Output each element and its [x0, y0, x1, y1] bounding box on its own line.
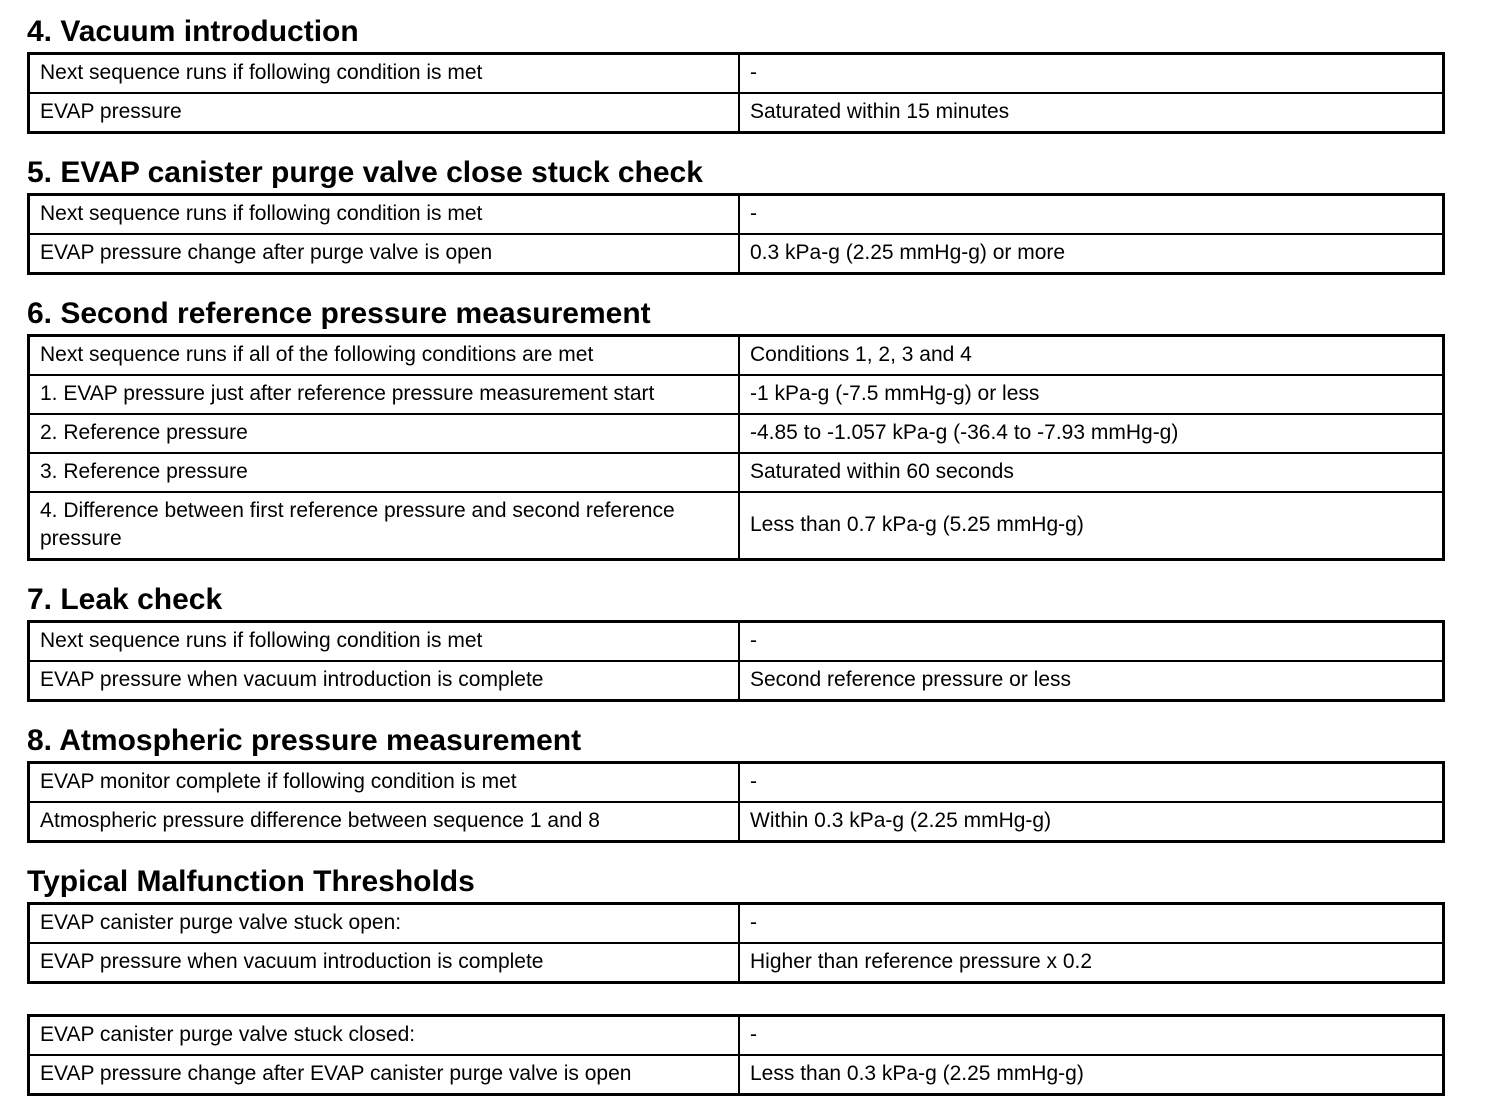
condition-value: -1 kPa-g (-7.5 mmHg-g) or less: [739, 375, 1444, 414]
condition-label: EVAP canister purge valve stuck open:: [29, 904, 740, 944]
section-title-leak-check: 7. Leak check: [27, 583, 223, 616]
spacer: [27, 275, 1445, 296]
condition-value: 0.3 kPa-g (2.25 mmHg-g) or more: [739, 234, 1444, 274]
section-title-second-reference-pressure: 6. Second reference pressure measurement: [27, 297, 651, 330]
table-row: [29, 54, 1444, 94]
spacer: [27, 843, 1445, 864]
condition-label: EVAP pressure change after purge valve is open: [29, 234, 740, 274]
spacer: [27, 984, 1445, 1014]
condition-label: EVAP canister purge valve stuck closed:: [29, 1016, 740, 1056]
table-row: [29, 234, 1444, 274]
condition-value: -: [739, 54, 1444, 94]
table-row: [29, 93, 1444, 133]
condition-value: -: [739, 195, 1444, 235]
table-row: [29, 414, 1444, 453]
condition-label: Next sequence runs if following condition is met: [29, 195, 740, 235]
table-row: [29, 661, 1444, 701]
section-title-malfunction-thresholds: Typical Malfunction Thresholds: [27, 865, 475, 898]
spacer: [27, 134, 1445, 155]
table-second-reference-pressure: [27, 334, 1445, 561]
condition-label: Next sequence runs if following condition is met: [29, 54, 740, 94]
condition-label: EVAP pressure when vacuum introduction is complete: [29, 661, 740, 701]
condition-value: Within 0.3 kPa-g (2.25 mmHg-g): [739, 802, 1444, 842]
condition-value: -: [739, 763, 1444, 803]
table-row: [29, 622, 1444, 662]
table-row: [29, 336, 1444, 376]
table-row: [29, 1055, 1444, 1095]
condition-label: EVAP pressure when vacuum introduction is complete: [29, 943, 740, 983]
section-title-vacuum-introduction: 4. Vacuum introduction: [27, 15, 359, 48]
condition-value: Higher than reference pressure x 0.2: [739, 943, 1444, 983]
table-leak-check: [27, 620, 1445, 702]
section-title-atmospheric-pressure: 8. Atmospheric pressure measurement: [27, 724, 582, 757]
condition-label: Atmospheric pressure difference between sequence 1 and 8: [29, 802, 740, 842]
table-purge-valve-stuck-open: [27, 902, 1445, 984]
condition-value: Less than 0.3 kPa-g (2.25 mmHg-g): [739, 1055, 1444, 1095]
condition-label: Next sequence runs if all of the following conditions are met: [29, 336, 740, 376]
condition-value: Saturated within 15 minutes: [739, 93, 1444, 133]
condition-value: Less than 0.7 kPa-g (5.25 mmHg-g): [739, 492, 1444, 560]
document-page: [27, 14, 1445, 1096]
spacer: [27, 561, 1445, 582]
table-purge-valve-close-stuck-check: [27, 193, 1445, 275]
condition-value: Conditions 1, 2, 3 and 4: [739, 336, 1444, 376]
section-title-purge-valve-close-stuck-check: 5. EVAP canister purge valve close stuck check: [27, 156, 703, 189]
table-row: [29, 763, 1444, 803]
table-row: [29, 453, 1444, 492]
table-row: [29, 375, 1444, 414]
table-row: [29, 802, 1444, 842]
spacer: [27, 702, 1445, 723]
condition-value: -: [739, 904, 1444, 944]
table-purge-valve-stuck-closed: [27, 1014, 1445, 1096]
condition-label: 3. Reference pressure: [29, 453, 740, 492]
table-vacuum-introduction: [27, 52, 1445, 134]
table-row: [29, 904, 1444, 944]
condition-value: -4.85 to -1.057 kPa-g (-36.4 to -7.93 mmHg-g): [739, 414, 1444, 453]
condition-value: -: [739, 622, 1444, 662]
condition-label: 2. Reference pressure: [29, 414, 740, 453]
table-row: [29, 492, 1444, 560]
table-row: [29, 1016, 1444, 1056]
condition-label: Next sequence runs if following condition is met: [29, 622, 740, 662]
condition-value: -: [739, 1016, 1444, 1056]
table-row: [29, 195, 1444, 235]
condition-value: Second reference pressure or less: [739, 661, 1444, 701]
condition-label: EVAP pressure change after EVAP canister purge valve is open: [29, 1055, 740, 1095]
condition-label: EVAP pressure: [29, 93, 740, 133]
condition-label: EVAP monitor complete if following condition is met: [29, 763, 740, 803]
table-atmospheric-pressure: [27, 761, 1445, 843]
condition-label: 4. Difference between first reference pressure and second reference pressure: [29, 492, 740, 560]
condition-value: Saturated within 60 seconds: [739, 453, 1444, 492]
condition-label: 1. EVAP pressure just after reference pressure measurement start: [29, 375, 740, 414]
table-row: [29, 943, 1444, 983]
